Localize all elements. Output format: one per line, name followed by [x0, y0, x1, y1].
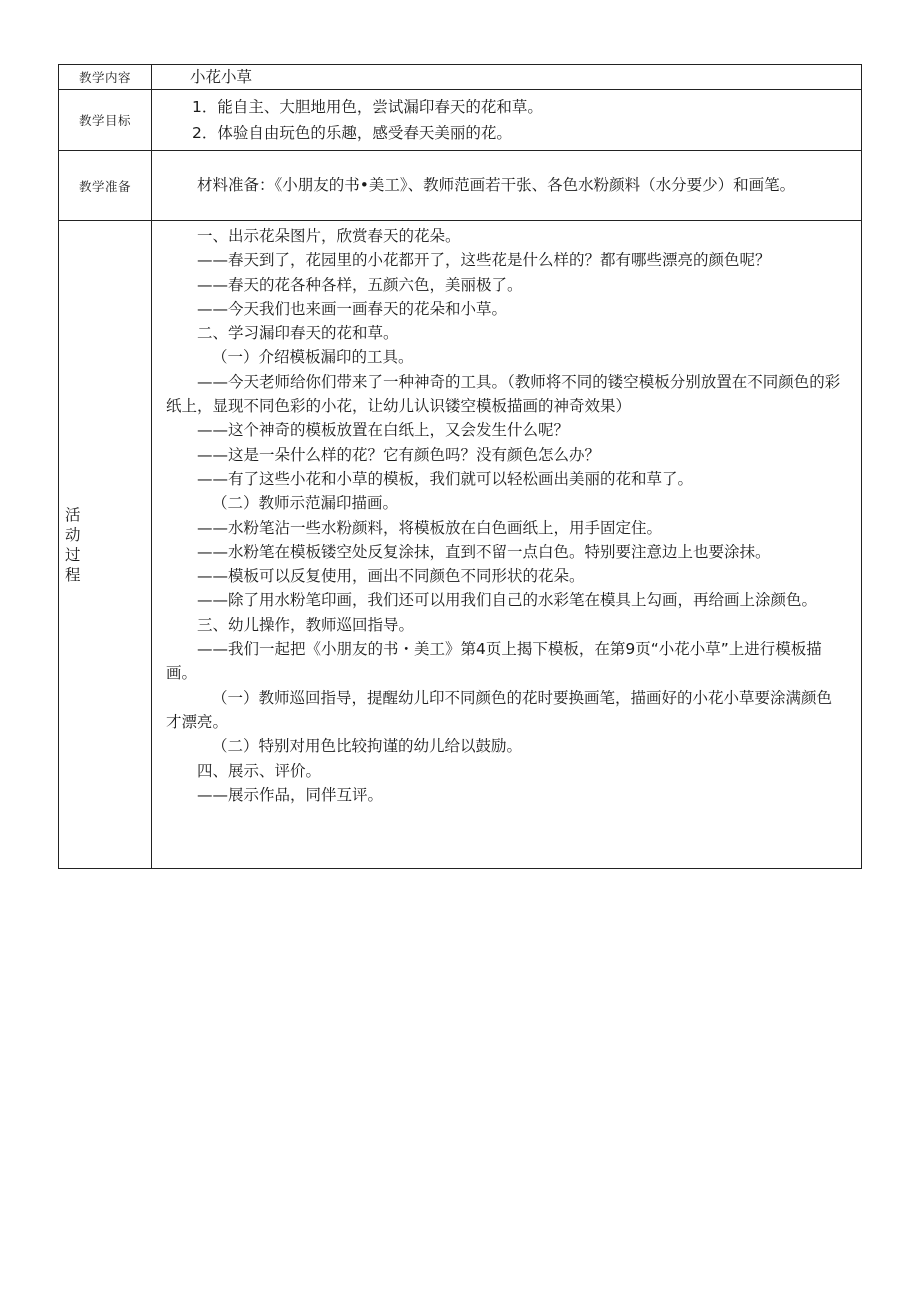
activity-process-label: [59, 221, 152, 869]
prep-text: 材料准备：《小朋友的书•美工》、教师范画若干张、各色水粉颜料（水分要少）和画笔。: [197, 176, 796, 194]
label-char: 过: [65, 545, 82, 564]
label-char: 活: [65, 505, 82, 524]
process-paragraph: ——除了用水粉笔印画，我们还可以用我们自己的水彩笔在模具上勾画，再给画上涂颜色。: [197, 591, 818, 610]
teaching-content-label: 教学内容: [59, 65, 152, 90]
label-char: 程: [65, 565, 82, 584]
goal-item: 2．体验自由玩色的乐趣，感受春天美丽的花。: [192, 124, 512, 142]
process-paragraph: ——水粉笔沾一些水粉颜料，将模板放在白色画纸上，用手固定住。: [197, 518, 663, 537]
process-paragraph: ——今天老师给你们带来了一种神奇的工具。（教师将不同的镂空模板分别放置在不同颜色的彩纸上，显现不同色彩的小花，让幼儿认识镂空模板描画的神奇效果）: [166, 372, 841, 416]
process-paragraph: ——这是一朵什么样的花？它有颜色吗？没有颜色怎么办？: [197, 445, 601, 464]
teaching-content-value: 小花小草: [152, 65, 862, 90]
row-activity-process: [59, 221, 862, 869]
section-heading: 三、幼儿操作，教师巡回指导。: [197, 615, 415, 634]
section-heading: 二、学习漏印春天的花和草。: [197, 324, 399, 343]
lesson-plan-table: [58, 64, 862, 869]
process-paragraph: ——今天我们也来画一画春天的花朵和小草。: [197, 299, 508, 318]
section-heading: 一、出示花朵图片，欣赏春天的花朵。: [197, 227, 461, 245]
process-paragraph: ——水粉笔在模板镂空处反复涂抹，直到不留一点白色。特别要注意边上也要涂抹。: [197, 542, 771, 561]
subsection-paragraph: （一）教师巡回指导，提醒幼儿印不同颜色的花时要换画笔，描画好的小花小草要涂满颜色才漂亮。: [166, 688, 833, 731]
subsection-paragraph: （二）特别对用色比较拘谨的幼儿给以鼓励。: [212, 737, 523, 756]
row-teaching-prep: [59, 151, 862, 221]
process-paragraph: ——模板可以反复使用，画出不同颜色不同形状的花朵。: [197, 567, 585, 586]
process-paragraph: ——春天到了，花园里的小花都开了，这些花是什么样的？都有哪些漂亮的颜色呢？: [197, 251, 771, 270]
teaching-goals-label: 教学目标: [59, 90, 152, 151]
process-paragraph: ——春天的花各种各样，五颜六色，美丽极了。: [197, 275, 523, 294]
process-paragraph: ——这个神奇的模板放置在白纸上，又会发生什么呢？: [197, 421, 570, 440]
goal-item: 1．能自主、大胆地用色，尝试漏印春天的花和草。: [192, 98, 543, 116]
teaching-goals-cell: [152, 90, 862, 151]
subsection-heading: （一）介绍模板漏印的工具。: [212, 348, 414, 367]
label-char: 动: [65, 525, 82, 544]
teaching-prep-label: 教学准备: [59, 151, 152, 221]
process-paragraph: ——展示作品，同伴互评。: [197, 785, 384, 804]
process-paragraph: ——有了这些小花和小草的模板，我们就可以轻松画出美丽的花和草了。: [197, 469, 694, 488]
section-heading: 四、展示、评价。: [197, 761, 322, 780]
row-teaching-goals: [59, 90, 862, 151]
teaching-prep-cell: [152, 151, 862, 221]
process-paragraph: ——我们一起把《小朋友的书・美工》第4页上揭下模板，在第9页“小花小草”上进行模板描画。: [166, 640, 822, 683]
row-teaching-content: [59, 65, 862, 90]
subsection-heading: （二）教师示范漏印描画。: [212, 494, 399, 513]
activity-process-cell: [152, 221, 862, 869]
